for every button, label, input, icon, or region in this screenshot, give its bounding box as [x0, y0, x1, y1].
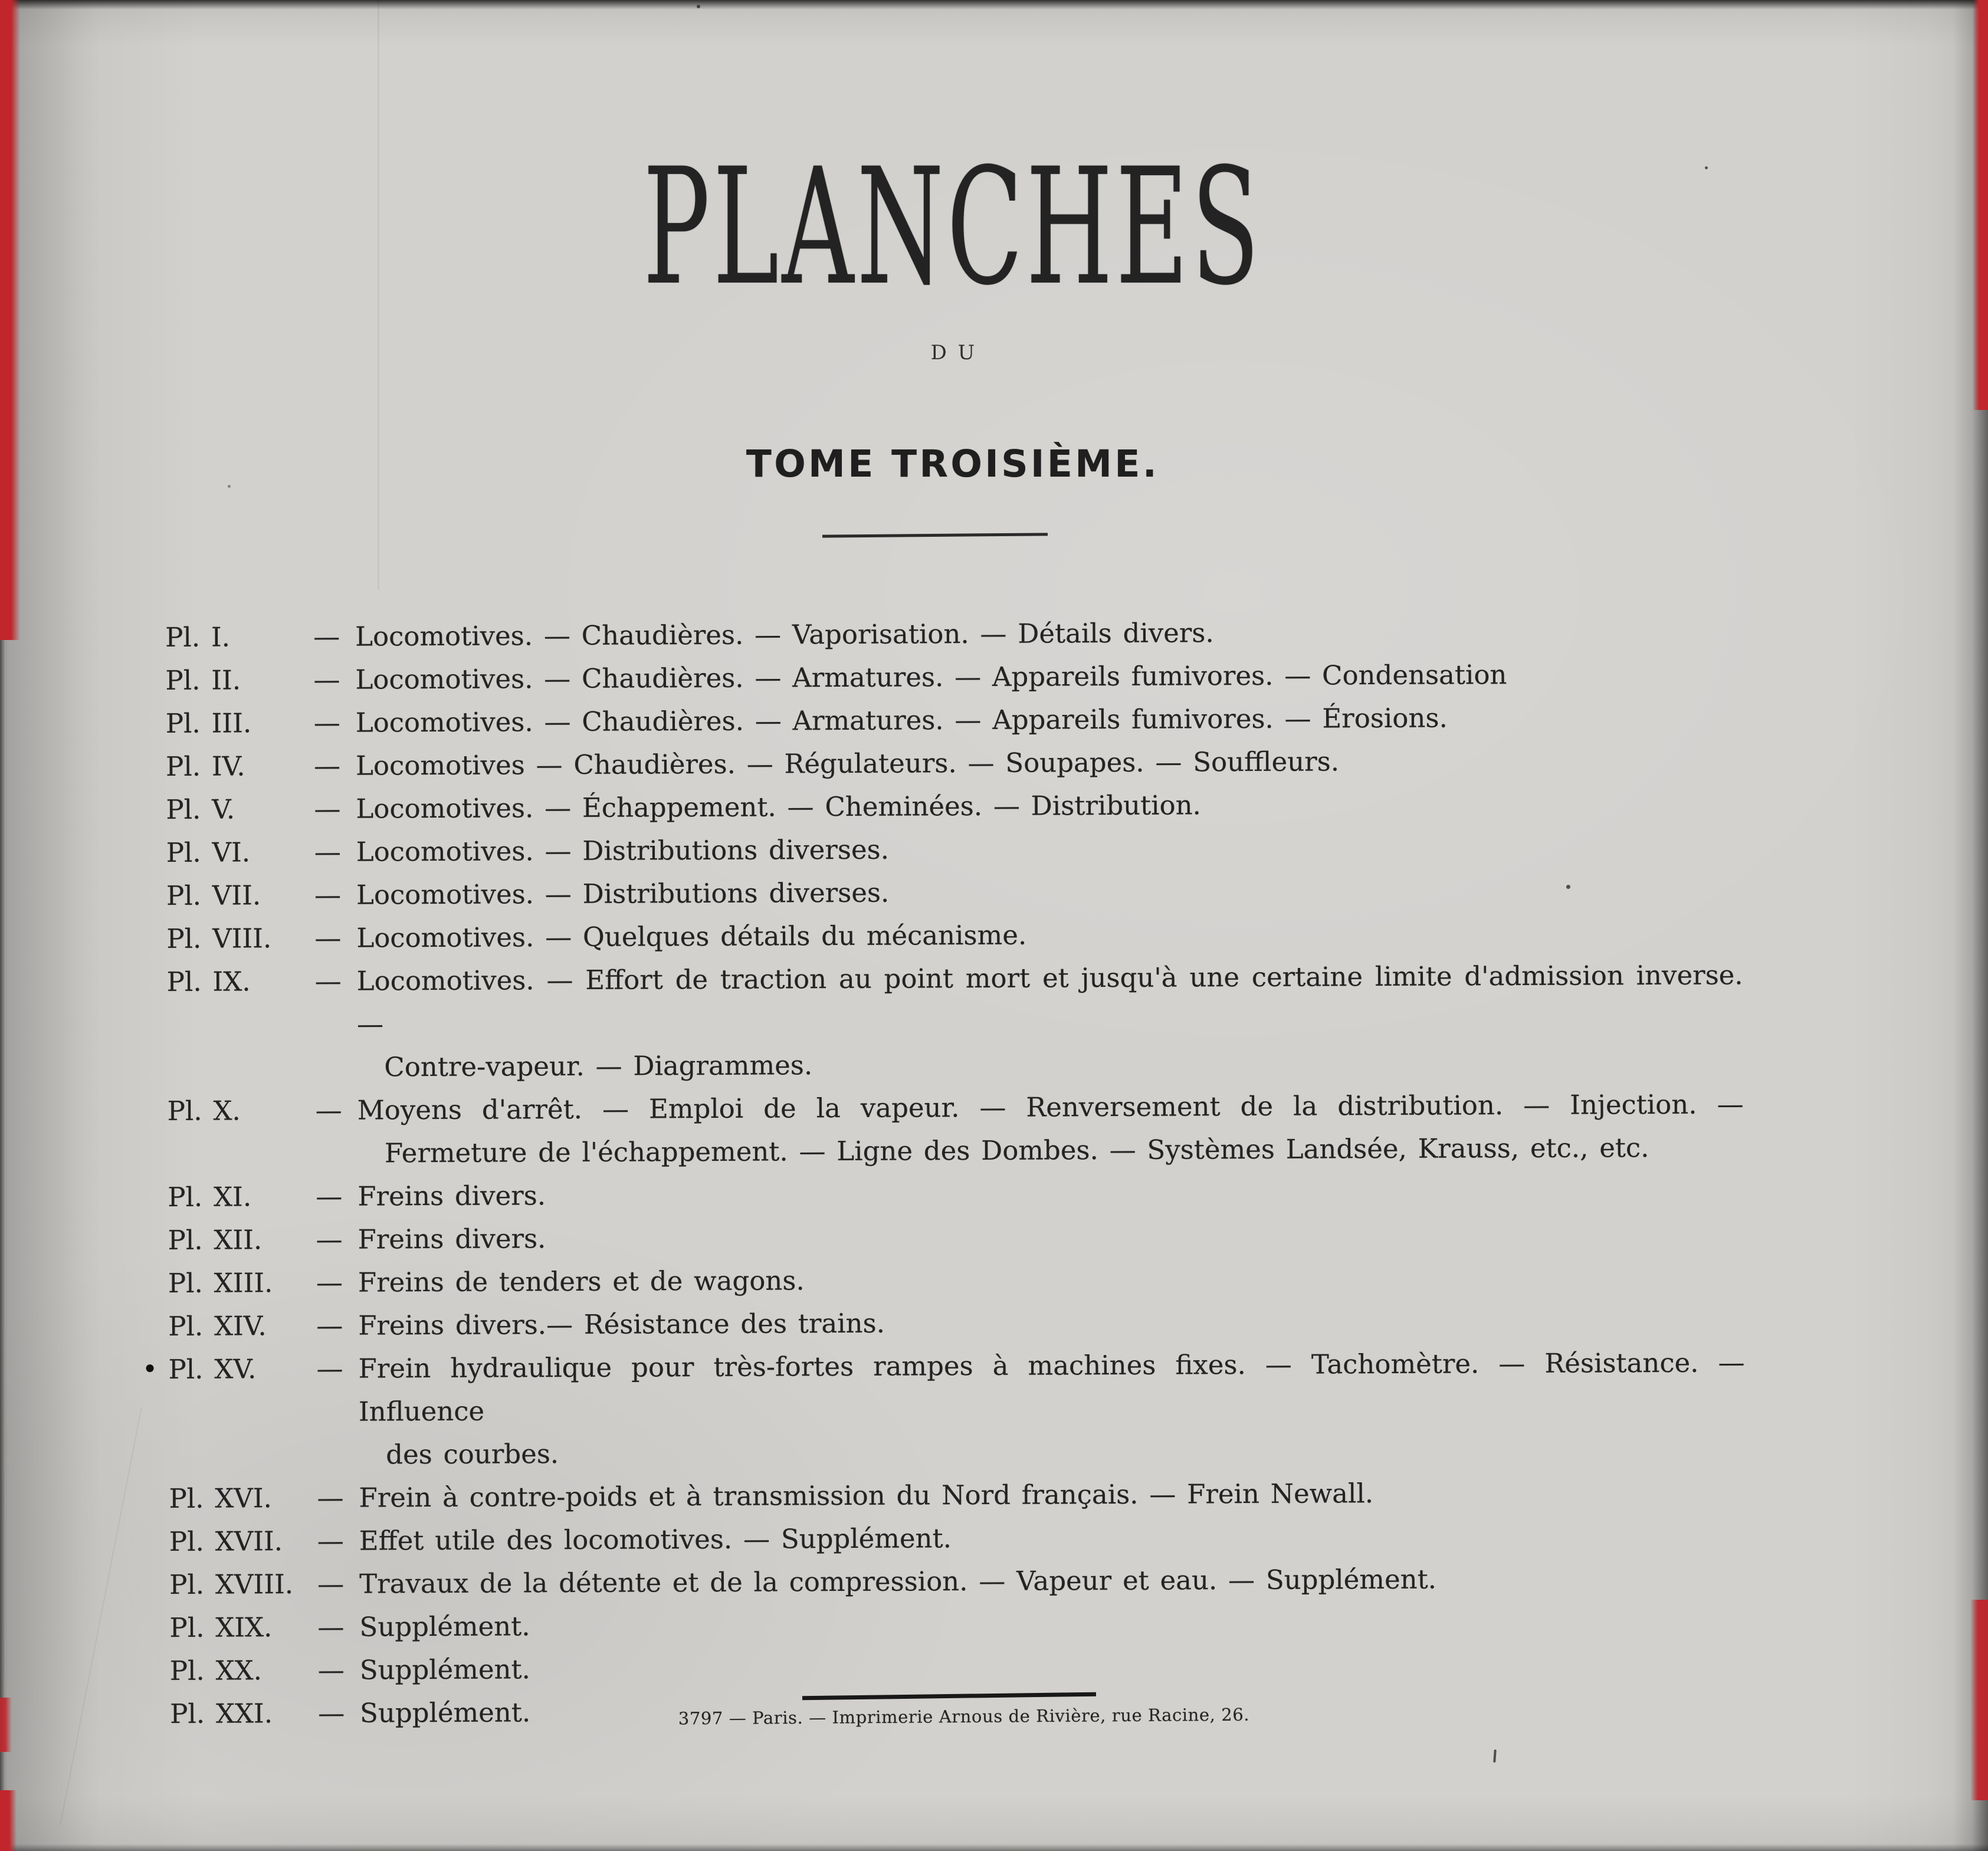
plate-description [357, 1169, 1744, 1217]
plate-description-line: Locomotives — Chaudières. — Régulateurs. — Soupapes. — Souffleurs. [355, 746, 1340, 782]
plate-description-line: Freins divers. [357, 1180, 546, 1212]
printer-imprint: 3797 — Paris. — Imprimerie Arnous de Rivière, rue Racine, 26. [678, 1704, 1250, 1729]
plate-description [358, 1341, 1745, 1476]
plate-description-line: Frein hydraulique pour très-fortes rampes à machines fixes. — Tachomètre. — Résistance. — Influence [358, 1347, 1745, 1427]
plate-description-line: Locomotives. — Chaudières. — Armatures. — Appareils fumivores. — Érosions. [355, 702, 1448, 739]
plate-row [165, 652, 1741, 702]
dash-separator: — [317, 1525, 344, 1557]
plate-number: Pl. X. [167, 1095, 241, 1127]
plate-description-line: Locomotives. — Échappement. — Cheminées. — Distribution. [356, 789, 1202, 825]
plate-number: Pl. II. [165, 664, 241, 696]
plate-description [356, 738, 1742, 787]
dash-separator: — [314, 793, 341, 825]
plate-row [169, 1599, 1746, 1649]
plate-number: Pl. XIX. [169, 1612, 273, 1643]
plate-description-line: Contre-vapeur. — Diagrammes. [384, 1049, 813, 1083]
plate-number: Pl. XVI. [169, 1482, 273, 1514]
plate-description-line: des courbes. [386, 1438, 559, 1471]
plate-description [357, 953, 1744, 1088]
page-edge-top [0, 0, 1988, 9]
plate-row [166, 867, 1743, 917]
plate-description [356, 910, 1743, 959]
plate-description [358, 1298, 1744, 1347]
plate-row [166, 910, 1743, 960]
subtitle-connector: DU [930, 341, 986, 365]
dash-separator: — [316, 1353, 343, 1384]
plate-number: Pl. XX. [169, 1655, 263, 1686]
plate-description-line: Locomotives. — Distributions diverses. [356, 877, 890, 911]
red-cover-edge-left-bottom [0, 1790, 17, 1851]
plate-description-line: Locomotives. — Effort de traction au point mort et jusqu'à une certaine limite d'admission inverse. — [356, 959, 1743, 1040]
plate-number: Pl. XV. [168, 1353, 257, 1385]
plate-description-line: Freins divers. [357, 1223, 546, 1255]
plate-row [166, 781, 1742, 831]
plate-row [169, 1470, 1745, 1520]
plate-number: Pl. XIII. [168, 1267, 273, 1299]
plate-description [359, 1513, 1746, 1562]
page-edge-right [1953, 0, 1988, 1851]
plate-number: Pl. XI. [168, 1181, 252, 1213]
plate-row [165, 609, 1741, 659]
dash-separator: — [314, 965, 342, 997]
dash-separator: — [318, 1697, 345, 1729]
plate-number: Pl. V. [166, 793, 235, 825]
plate-number: Pl. VIII. [166, 923, 272, 954]
plate-description-line: Supplément. [359, 1653, 531, 1686]
plate-number: Pl. XVIII. [169, 1568, 294, 1600]
dash-separator: — [315, 1094, 342, 1126]
plate-row [166, 695, 1742, 745]
plate-number: Pl. XVII. [169, 1525, 283, 1557]
plate-number: Pl. VII. [166, 879, 261, 911]
plate-row [169, 1556, 1746, 1606]
page-title: PLANCHES [642, 134, 1263, 321]
plate-description-line: Freins divers.— Résistance des trains. [358, 1307, 885, 1341]
dash-separator: — [314, 836, 341, 868]
plate-number: Pl. IV. [165, 750, 245, 782]
dash-separator: — [314, 922, 342, 954]
red-cover-edge-right-bottom [1970, 1600, 1988, 1800]
plate-description [358, 1255, 1744, 1304]
plate-row [168, 1298, 1744, 1348]
plate-row [168, 1082, 1744, 1176]
red-cover-edge-right-top [1973, 0, 1988, 410]
plate-row [168, 1255, 1744, 1305]
plate-description-line: Moyens d'arrêt. — Emploi de la vapeur. — Renversement de la distribution. — Injection. — [357, 1088, 1744, 1126]
plate-row [169, 1513, 1746, 1563]
dash-separator: — [314, 879, 342, 911]
plate-number: Pl. I. [165, 621, 231, 653]
plate-row [168, 1169, 1744, 1219]
page-edge-bottom [0, 1844, 1988, 1851]
plate-number: Pl. VI. [166, 836, 251, 868]
plate-number: Pl. IX. [166, 966, 251, 997]
dash-separator: — [316, 1266, 343, 1298]
plate-description-line: Locomotives. — Chaudières. — Armatures. — Appareils fumivores. — Condensation [355, 659, 1507, 695]
plate-description [359, 1599, 1746, 1648]
plate-description-line: Fermeture de l'échappement. — Ligne des Dombes. — Systèmes Landsée, Krauss, etc., etc. [384, 1132, 1649, 1169]
plate-description-line: Locomotives. — Quelques détails du mécanisme. [356, 919, 1027, 954]
dash-separator: — [313, 621, 340, 652]
plate-description-line: Supplément. [360, 1696, 531, 1729]
plate-row [170, 1642, 1746, 1692]
plate-description-line: Effet utile des locomotives. — Supplément. [359, 1522, 952, 1557]
plate-list [165, 609, 1746, 1735]
plate-row [166, 824, 1743, 874]
plate-row [167, 953, 1744, 1089]
plate-description [359, 1470, 1745, 1519]
plate-description [356, 824, 1743, 873]
plate-description [360, 1642, 1746, 1691]
plate-description [357, 1212, 1744, 1261]
plate-number: Pl. XXI. [170, 1698, 273, 1729]
plate-description [355, 652, 1741, 701]
dash-separator: — [313, 664, 340, 695]
paper-speck [697, 5, 700, 8]
paper-crease [60, 1407, 142, 1824]
dash-separator: — [317, 1611, 345, 1643]
dash-separator: — [317, 1654, 345, 1686]
plate-description-line: Travaux de la détente et de la compression. — Vapeur et eau. — Supplément. [359, 1563, 1437, 1600]
plate-description-line: Freins de tenders et de wagons. [357, 1265, 805, 1298]
volume-subtitle: TOME TROISIÈME. [746, 442, 1160, 485]
plate-description-line: Locomotives. — Distributions diverses. [356, 833, 890, 868]
dash-separator: — [316, 1180, 343, 1212]
plate-description-line: Locomotives. — Chaudières. — Vaporisation. — Détails divers. [355, 617, 1214, 652]
dash-separator: — [313, 750, 341, 782]
dash-separator: — [316, 1310, 343, 1341]
plate-description [356, 695, 1742, 744]
dash-separator: — [317, 1482, 344, 1514]
dash-separator: — [313, 707, 340, 739]
masthead [0, 134, 1905, 485]
margin-dot [146, 1364, 154, 1372]
title-divider-rule [822, 533, 1048, 537]
dash-separator: — [316, 1223, 343, 1255]
plate-number: Pl. XII. [168, 1224, 263, 1256]
plate-description-line: Supplément. [359, 1610, 530, 1643]
plate-row [168, 1212, 1744, 1262]
plate-number: Pl. III. [165, 707, 252, 739]
plate-description [356, 781, 1742, 830]
plate-description [356, 867, 1743, 916]
plate-description [355, 609, 1741, 658]
plate-description-line: Frein à contre-poids et à transmission du Nord français. — Frein Newall. [359, 1478, 1374, 1514]
plate-description [359, 1556, 1746, 1605]
plate-row [168, 1341, 1745, 1477]
plate-description [357, 1082, 1744, 1174]
plate-number: Pl. XIV. [168, 1310, 267, 1342]
paper-speck [1493, 1750, 1497, 1763]
plate-row [166, 738, 1742, 788]
dash-separator: — [317, 1568, 345, 1600]
